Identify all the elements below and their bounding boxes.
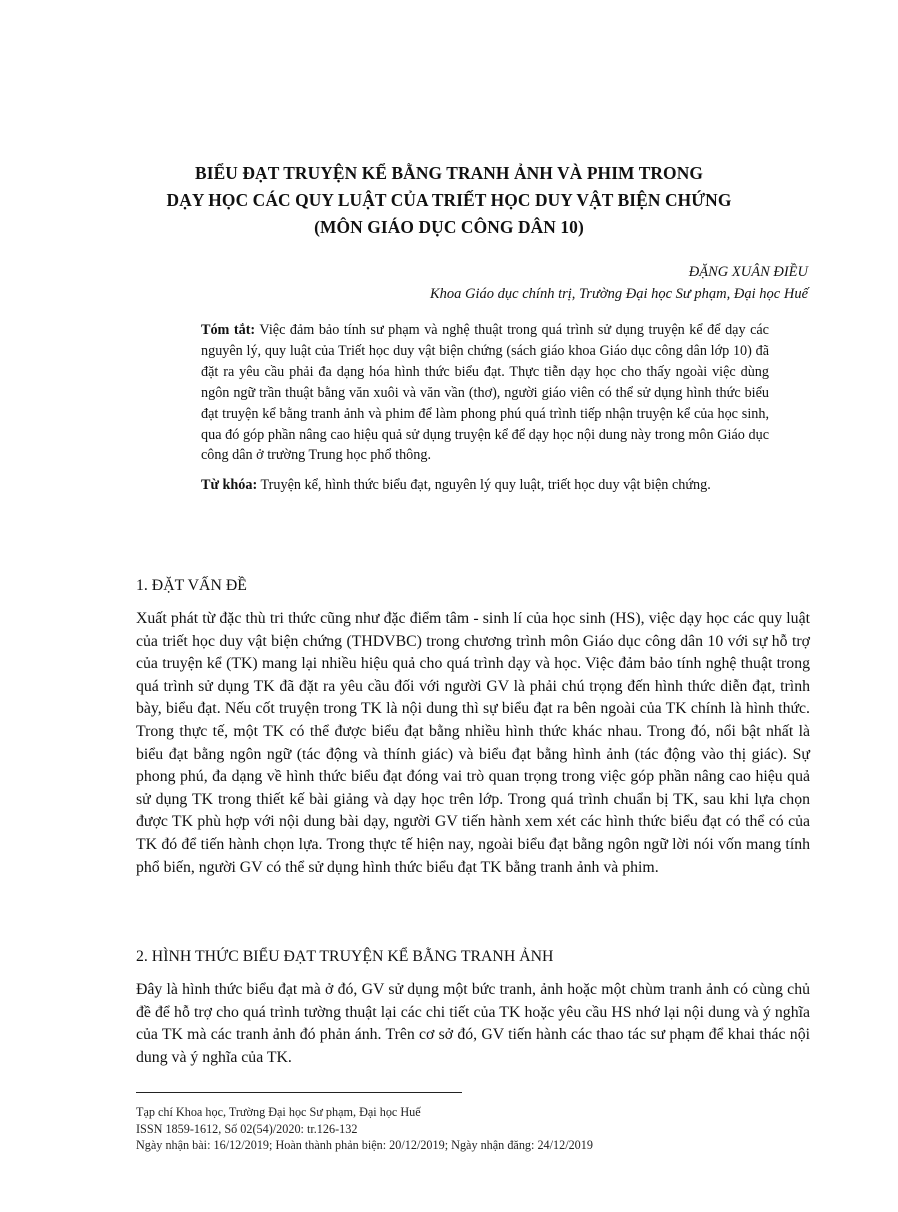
section-1-heading: 1. ĐẶT VẤN ĐỀ	[136, 577, 247, 594]
keywords-label: Từ khóa:	[201, 477, 258, 494]
footnote-issn: ISSN 1859-1612, Số 02(54)/2020: tr.126-132	[136, 1121, 358, 1136]
title-line-2: DẠY HỌC CÁC QUY LUẬT CỦA TRIẾT HỌC DUY VẬT BIỆN CHỨNG	[166, 190, 732, 210]
abstract-text: Việc đảm bảo tính sư phạm và nghệ thuật trong quá trình sử dụng truyện kể để dạy các nguyên lý, quy luật của Triết học duy vật biện chứng (sách giáo khoa Giáo dục công dân lớp 10) đã đặt ra yêu cầu phải đa dạng hóa hình thức biểu đạt. Thực tiễn dạy học cho thấy ngoài việc dùng ngôn ngữ trần thuật bằng văn xuôi và văn vần (thơ), người giáo viên có thể sử dụng hình thức biểu đạt truyện kể bằng tranh ảnh và phim để làm phong phú quá trình tiếp nhận truyện kể của học sinh, qua đó góp phần nâng cao hiệu quả sử dụng truyện kể để dạy học nội dung này trong môn Giáo dục công dân ở trường Trung học phổ thông.	[201, 322, 769, 464]
paper-title	[90, 160, 808, 241]
footnote-block	[136, 1104, 593, 1154]
abstract-label: Tóm tắt:	[201, 322, 256, 338]
section-2-paragraph: Đây là hình thức biểu đạt mà ở đó, GV sử dụng một bức tranh, ảnh hoặc một chùm tranh ảnh có cùng chủ đề để hỗ trợ cho quá trình tường thuật lại các chi tiết của TK hoặc yêu cầu HS nhớ lại nội dung và ý nghĩa của TK mà các tranh ảnh đó phản ánh. Trên cơ sở đó, GV tiến hành các thao tác sư phạm để khai thác nội dung và ý nghĩa của TK.	[136, 981, 810, 1066]
footnote-divider	[136, 1092, 462, 1093]
footnote-journal: Tạp chí Khoa học, Trường Đại học Sư phạm, Đại học Huế	[136, 1105, 421, 1119]
author-name: ĐẶNG XUÂN ĐIỀU	[688, 264, 808, 280]
abstract-paragraph	[201, 320, 769, 466]
keywords-text: Truyện kể, hình thức biểu đạt, nguyên lý quy luật, triết học duy vật biện chứng.	[257, 477, 711, 494]
section-2-heading: 2. HÌNH THỨC BIỂU ĐẠT TRUYỆN KỂ BẰNG TRANH ẢNH	[136, 948, 554, 965]
author-block	[430, 261, 808, 305]
title-line-1: BIỂU ĐẠT TRUYỆN KỂ BẰNG TRANH ẢNH VÀ PHIM TRONG	[195, 163, 703, 183]
title-line-3: (MÔN GIÁO DỤC CÔNG DÂN 10)	[314, 217, 584, 237]
author-affiliation: Khoa Giáo dục chính trị, Trường Đại học Sư phạm, Đại học Huế	[430, 286, 808, 302]
abstract-block	[201, 320, 769, 496]
section-1-paragraph: Xuất phát từ đặc thù tri thức cũng như đặc điểm tâm - sinh lí của học sinh (HS), việc dạy học các quy luật của triết học duy vật biện chứng (THDVBC) trong chương trình môn Giáo dục công dân 10 với sự hỗ trợ của truyện kể (TK) mang lại nhiều hiệu quả cho quá trình dạy và học. Việc đảm bảo tính nghệ thuật trong quá trình sử dụng TK đã đặt ra yêu cầu đối với người GV là phải chú trọng đến hình thức diễn đạt, trình bày, biểu đạt. Nếu cốt truyện trong TK là nội dung thì sự biểu đạt ra bên ngoài của TK chính là hình thức. Trong thực tế, một TK có thể được biểu đạt bằng nhiều hình thức khác nhau. Trong đó, nổi bật nhất là biểu đạt bằng ngôn ngữ (tác động và thính giác) và biểu đạt bằng hình ảnh (tác động vào thị giác). Sự phong phú, đa dạng về hình thức biểu đạt đóng vai trò quan trọng trong việc góp phần nâng cao hiệu quả sử dụng TK trong thiết kế bài giảng và dạy học trên lớp. Trong quá trình chuẩn bị TK, sau khi lựa chọn được TK phù hợp với nội dung bài dạy, người GV tiến hành xem xét các hình thức biểu đạt có thể có của TK đó để tiến hành chọn lựa. Trong thực tế hiện nay, ngoài biểu đạt bằng ngôn ngữ lời nói vốn mang tính phổ biến, người GV có thể sử dụng hình thức biểu đạt TK bằng tranh ảnh và phim.	[136, 610, 810, 876]
footnote-dates: Ngày nhận bài: 16/12/2019; Hoàn thành phản biện: 20/12/2019; Ngày nhận đăng: 24/12/2019	[136, 1138, 593, 1153]
keywords-paragraph	[201, 475, 769, 496]
